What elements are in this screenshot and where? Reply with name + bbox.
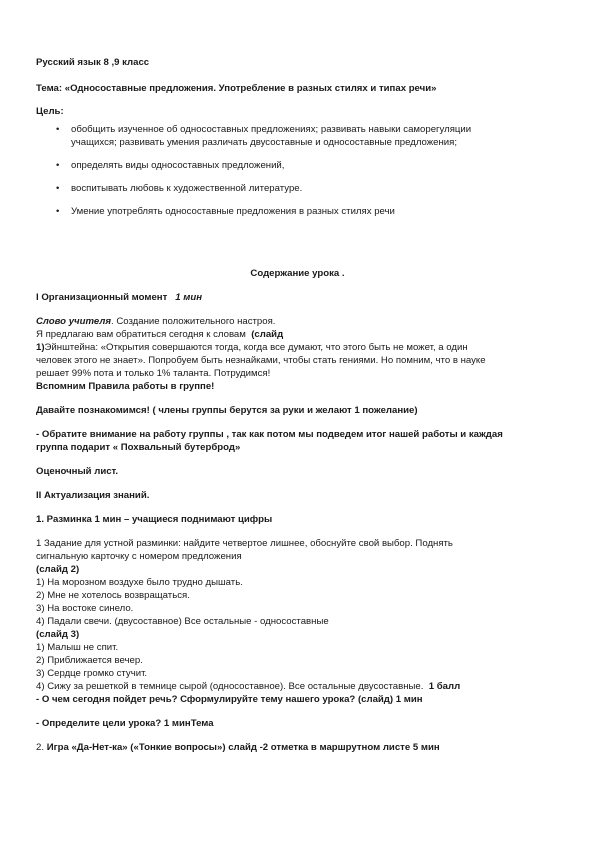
- text-line: Я предлагаю вам обратиться сегодня к словам (слайд: [36, 329, 284, 340]
- slide2-label: (слайд 2): [36, 564, 80, 575]
- group-rules-line: Вспомним Правила работы в группе!: [36, 381, 215, 392]
- slide3-label: (слайд 3): [36, 629, 80, 640]
- goal-item: • воспитывать любовь к художественной литературе.: [56, 183, 303, 194]
- goals-list: [56, 123, 536, 228]
- acquaint-line: Давайте познакомимся! ( члены группы берутся за руки и желают 1 пожелание): [36, 405, 418, 416]
- bullet-icon: •: [56, 183, 60, 194]
- attention-line: - Обратите внимание на работу группы , так как потом мы подведем итог нашей работы и каждая: [36, 429, 503, 440]
- warmup-line: 1. Разминка 1 мин – учащиеся поднимают цифры: [36, 514, 273, 525]
- sentence-item: 3) Сердце громко стучит.: [36, 668, 148, 679]
- sentence-item: 4) Сижу за решеткой в темнице сырой (односоставное). Все остальные двусоставные. 1 балл: [36, 681, 461, 692]
- sentence-item: 1) Малыш не спит.: [36, 642, 119, 653]
- part2-heading: II Актуализация знаний.: [36, 490, 150, 501]
- bullet-icon: •: [56, 124, 60, 135]
- topic-question-line: - О чем сегодня пойдет речь? Сформулируйте тему нашего урока? (слайд) 1 мин: [36, 694, 423, 705]
- sentence-item: 2) Приближается вечер.: [36, 655, 143, 666]
- task-line: сигнальную карточку с номером предложения: [36, 551, 242, 562]
- goals-question-line: - Определите цели урока? 1 минТема: [36, 718, 214, 729]
- sentence-item: 4) Падали свечи. (двусоставное) Все остальные - односоставные: [36, 616, 329, 627]
- goal-item: • определять виды односоставных предложений,: [56, 160, 285, 171]
- score-sheet-line: Оценочный лист.: [36, 466, 119, 477]
- goal-heading: Цель:: [36, 106, 64, 117]
- attention-line: группа подарит « Похвальный бутерброд»: [36, 442, 241, 453]
- sentence-item: 1) На морозном воздухе было трудно дышать.: [36, 577, 243, 588]
- sentence-item: 3) На востоке синело.: [36, 603, 134, 614]
- text-line: решает 99% пота и только 1% таланта. Потрудимся!: [36, 368, 271, 379]
- goal-item: • обобщить изученное об односоставных предложениях; развивать навыки саморегуляции учащихся; развивать умения различать двусоставные и односоставные предложения;: [56, 124, 472, 148]
- sentence-item: 2) Мне не хотелось возвращаться.: [36, 590, 190, 601]
- task-line: 1 Задание для устной разминки: найдите четвертое лишнее, обоснуйте свой выбор. Поднять: [36, 538, 453, 549]
- bullet-icon: •: [56, 160, 60, 171]
- goal-item: • Умение употреблять односоставные предложения в разных стилях речи: [56, 206, 395, 217]
- subject-line: Русский язык 8 ,9 класс: [36, 57, 150, 68]
- lesson-title: Содержание урока .: [250, 268, 345, 279]
- text-line: человек этого не знает». Попробуем быть незнайками, чтобы стать гениями. Но помним, что в науке: [36, 355, 486, 366]
- topic-line: Тема: «Односоставные предложения. Употребление в разных стилях и типах речи»: [36, 83, 437, 94]
- game-line: 2. Игра «Да-Нет-ка» («Тонкие вопросы») слайд -2 отметка в маршрутном листе 5 мин: [36, 742, 440, 753]
- teacher-word-line: Слово учителя. Создание положительного настроя.: [36, 316, 276, 327]
- part1-heading: I Организационный момент 1 мин: [36, 292, 203, 303]
- text-line: 1)Эйнштейна: «Открытия совершаются тогда, когда все думают, что этого быть не может, а один: [36, 342, 468, 353]
- bullet-icon: •: [56, 206, 60, 217]
